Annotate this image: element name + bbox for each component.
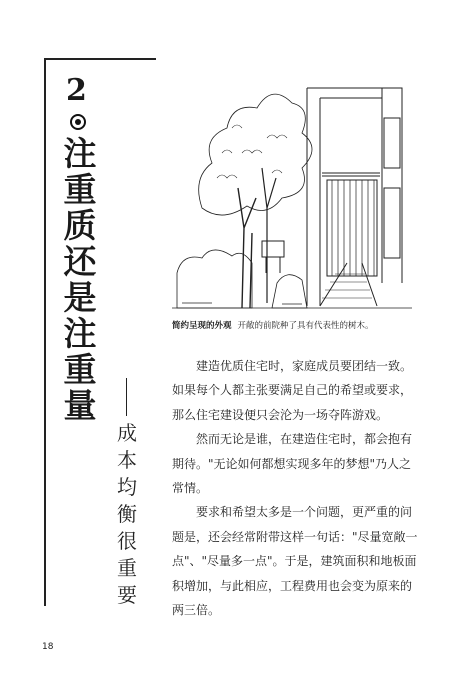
- title-char: 还: [63, 242, 97, 281]
- body-text: [172, 354, 422, 622]
- subtitle-char: 均: [117, 475, 137, 499]
- chapter-title: [60, 136, 100, 424]
- side-rule: [44, 58, 46, 606]
- paragraph: 建造优质住宅时，家庭成员要团结一致。如果每个人都主张要满足自己的希望或要求，那么住宅建设便只会沦为一场夺阵游戏。: [172, 359, 413, 422]
- title-char: 注: [63, 314, 97, 353]
- subtitle-char: 很: [117, 529, 137, 553]
- title-char: 量: [63, 386, 97, 425]
- paragraph: 要求和希望太多是一个问题，更严重的问题是，还会经常附带这样一句话："尽量宽敞一点"、"尽量多一点"。于是，建筑面积和地板面积增加，与此相应，工程费用也会变为原来的两三倍。: [172, 505, 418, 618]
- chapter-number: 2: [66, 73, 87, 108]
- caption-title: 简约呈现的外观: [172, 321, 232, 331]
- subtitle-char: 本: [117, 448, 137, 472]
- title-char: 质: [63, 206, 97, 245]
- title-char: 重: [63, 170, 97, 209]
- title-char: 是: [63, 278, 97, 317]
- paragraph: 然而无论是谁，在建造住宅时，都会抱有期待。"无论如何都想实现多年的梦想"乃人之常情。: [172, 432, 413, 496]
- top-rule: [44, 58, 156, 60]
- illustration-caption: [172, 319, 432, 331]
- subtitle-char: 衡: [117, 502, 137, 526]
- subtitle-char: 成: [117, 421, 137, 445]
- caption-text: 开敞的前院种了具有代表性的树木。: [237, 321, 374, 331]
- bullet-circle-icon: [70, 114, 86, 130]
- chapter-subtitle: [114, 420, 140, 609]
- subtitle-dash: [126, 378, 127, 416]
- subtitle-char: 要: [117, 583, 137, 607]
- subtitle-char: 重: [117, 556, 137, 580]
- title-char: 注: [63, 134, 97, 173]
- page-number: 18: [42, 642, 54, 652]
- house-sketch-illustration: [172, 58, 412, 313]
- title-char: 重: [63, 350, 97, 389]
